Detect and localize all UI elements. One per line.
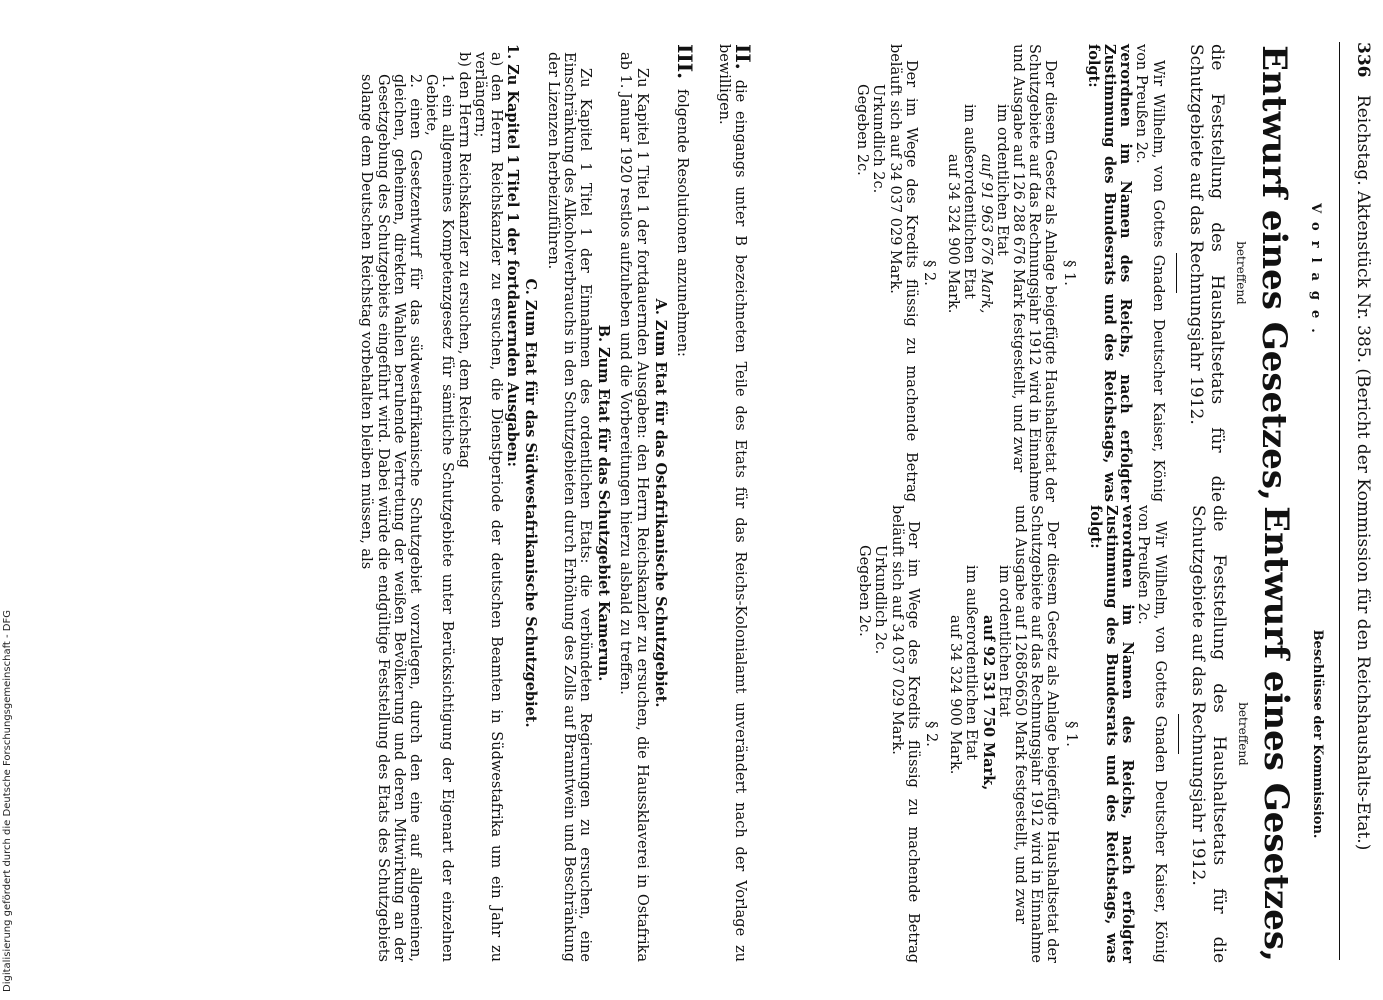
paragraph-1-heading: § 1. xyxy=(1062,721,1079,747)
intro: Wir Wilhelm, von Gottes Gnaden Deutscher Kaiser, König von Preußen 2c. xyxy=(1133,44,1166,502)
right-column xyxy=(767,505,1327,963)
extraordinary-amount: auf 34 324 900 Mark. xyxy=(945,154,962,314)
extraordinary-label: im außerordentlichen Etat xyxy=(961,104,978,300)
page-header xyxy=(1339,42,1373,960)
resolution-a-heading: A. Zum Etat für das Ostafrikanische Schutzgebiet. xyxy=(651,298,669,708)
extraordinary-label: im außerordentlichen Etat xyxy=(963,565,980,761)
paragraph-1-heading: § 1. xyxy=(1060,260,1077,286)
betreffend: betreffend xyxy=(1235,702,1250,766)
ordinary-label: im ordentlichen Etat xyxy=(995,565,1012,717)
paragraph-1-text: Der diesem Gesetz als Anlage beigefügte Haushaltsetat der Schutzgebiete auf das Rechnungsjahr 1912 wird in Einnahme und Ausgabe auf 126 288 676 Mark festgestellt, und zwar xyxy=(1009,44,1059,502)
paragraph-1-text: Der diesem Gesetz als Anlage beigefügte Haushaltsetat der Schutzgebiete auf das Rechnungsjahr 1912 wird in Einnahme und Ausgabe auf 126856650 Mark festgestellt, und zwar xyxy=(1011,505,1061,963)
section-iii-text: folgende Resolutionen anzunehmen: xyxy=(674,89,690,357)
extraordinary-amount: auf 34 324 900 Mark. xyxy=(947,615,964,775)
resolution-c-1a: a) den Herrn Reichskanzler zu ersuchen, die Dienstperiode der deutschen Beamten in Südwestafrika um ein Jahr zu verlängern; xyxy=(471,52,504,962)
intro: Wir Wilhelm, von Gottes Gnaden Deutscher Kaiser, König von Preußen 2c. xyxy=(1135,505,1168,963)
left-column xyxy=(767,44,1327,502)
section-iii-numeral: III. xyxy=(673,44,697,80)
column-label: Vorlage. xyxy=(1308,203,1323,343)
header-text: Reichstag. Aktenstück Nr. 385. (Bericht der Kommission für den Reichshaushalts-Etat.) xyxy=(1353,94,1373,851)
divider xyxy=(1178,714,1179,754)
ordinary-label: im ordentlichen Etat xyxy=(993,104,1010,256)
paragraph-2-text: Der im Wege des Kredits flüssig zu machende Betrag beläuft sich auf 34 037 029 Mark. xyxy=(888,505,921,963)
paragraph-2-heading: § 2. xyxy=(922,721,939,747)
section-ii-numeral: II. xyxy=(731,44,755,70)
paragraph-2-text: Der im Wege des Kredits flüssig zu machende Betrag beläuft sich auf 34 037 029 Mark. xyxy=(886,44,919,502)
intro-enactment: verordnen im Namen des Reichs, nach erfolgter Zustimmung des Bundesrats und des Reichstags, was folgt: xyxy=(1086,505,1137,963)
page-number: 336 xyxy=(1353,42,1373,78)
ordinary-amount: auf 91 963 676 Mark, xyxy=(977,154,994,314)
urkundlich: Urkundlich 2c. xyxy=(872,545,889,655)
resolution-c-1b-1: 1. ein allgemeines Kompetenzgesetz für sämtliche Schutzgebiete unter Berücksichtigung der Eigenart der einzelnen Gebiete, xyxy=(423,74,456,962)
resolution-a-text: Zu Kapitel 1 Titel 1 der fortdauernden Ausgaben: den Herrn Reichskanzler zu ersuchen, die Haussklaverei in Ostafrika ab 1. Januar 1920 restlos aufzuheben und die Vorbereitungen hierzu alsbald zu treffen. xyxy=(617,52,650,962)
resolution-c-1b-2: 2. einen Gesetzentwurf für das südwestafrikanische Schutzgebiet vorzulegen, durch den eine auf allgemeinen, gleichen, geheimen, direkten Wahlen beruhende Vertretung der weißen Bevölkerung und deren Mitwirkung an der Gesetzgebung des Schutzgebiets eingeführt wird. Dabei würde die endgültige Feststellung des Etats des Schutzgebiets solange dem Deutschen Reichstag vorbehalten bleiben müssen, als xyxy=(358,74,423,962)
intro-enactment: verordnen im Namen des Reichs, nach erfolgter Zustimmung des Bundesrats und des Reichstags, was folgt: xyxy=(1084,44,1135,502)
gegeben: Gegeben 2c. xyxy=(856,545,873,637)
section-iii xyxy=(358,44,697,962)
paragraph-2-heading: § 2. xyxy=(920,260,937,286)
resolution-b-heading: B. Zum Etat für das Schutzgebiet Kamerun. xyxy=(595,324,613,682)
draft-title: Entwurf eines Gesetzes, xyxy=(1255,506,1296,962)
section-ii-text: die eingangs unter B bezeichneten Teile des Etats für das Reichs-Kolonialamt unverändert nach der Vorlage zu bewilligen. xyxy=(715,44,748,962)
resolution-c-1: 1. Zu Kapitel 1 Titel 1 der fortdauernden Ausgaben: xyxy=(504,44,522,468)
ordinary-amount: auf 92 531 750 Mark, xyxy=(979,615,997,791)
digitization-note: Digitalisierung gefördert durch die Deutsche Forschungsgemeinschaft - DFG xyxy=(2,609,13,992)
draft-subject: die Feststellung des Haushaltsetats für die Schutzgebiete auf das Rechnungsjahr 1912. xyxy=(1187,505,1229,963)
resolution-b-text: Zu Kapitel 1 Titel 1 der Einnahmen des ordentlichen Etats: die verbündeten Regierungen zu ersuchen, eine Einschränkung des Alkoholverbrauchs in den Schutzgebieten durch Erhöhung des Zolls auf Branntwein und Beschränkung der Lizenzen herbeizuführen. xyxy=(544,52,593,962)
urkundlich: Urkundlich 2c. xyxy=(870,84,887,194)
section-ii xyxy=(715,44,755,962)
resolution-c-1b: b) den Herrn Reichskanzler zu ersuchen, dem Reichstag xyxy=(455,52,472,469)
divider xyxy=(1176,253,1177,293)
draft-subject: die Feststellung des Haushaltsetats für die Schutzgebiete auf das Rechnungsjahr 1912. xyxy=(1185,44,1227,502)
betreffend: betreffend xyxy=(1233,241,1248,305)
gegeben: Gegeben 2c. xyxy=(854,84,871,176)
resolution-c-heading: C. Zum Etat für das Südwestafrikanische Schutzgebiet. xyxy=(522,278,540,728)
column-label: Beschlüsse der Kommission. xyxy=(1310,629,1325,839)
draft-title: Entwurf eines Gesetzes, xyxy=(1253,45,1294,501)
